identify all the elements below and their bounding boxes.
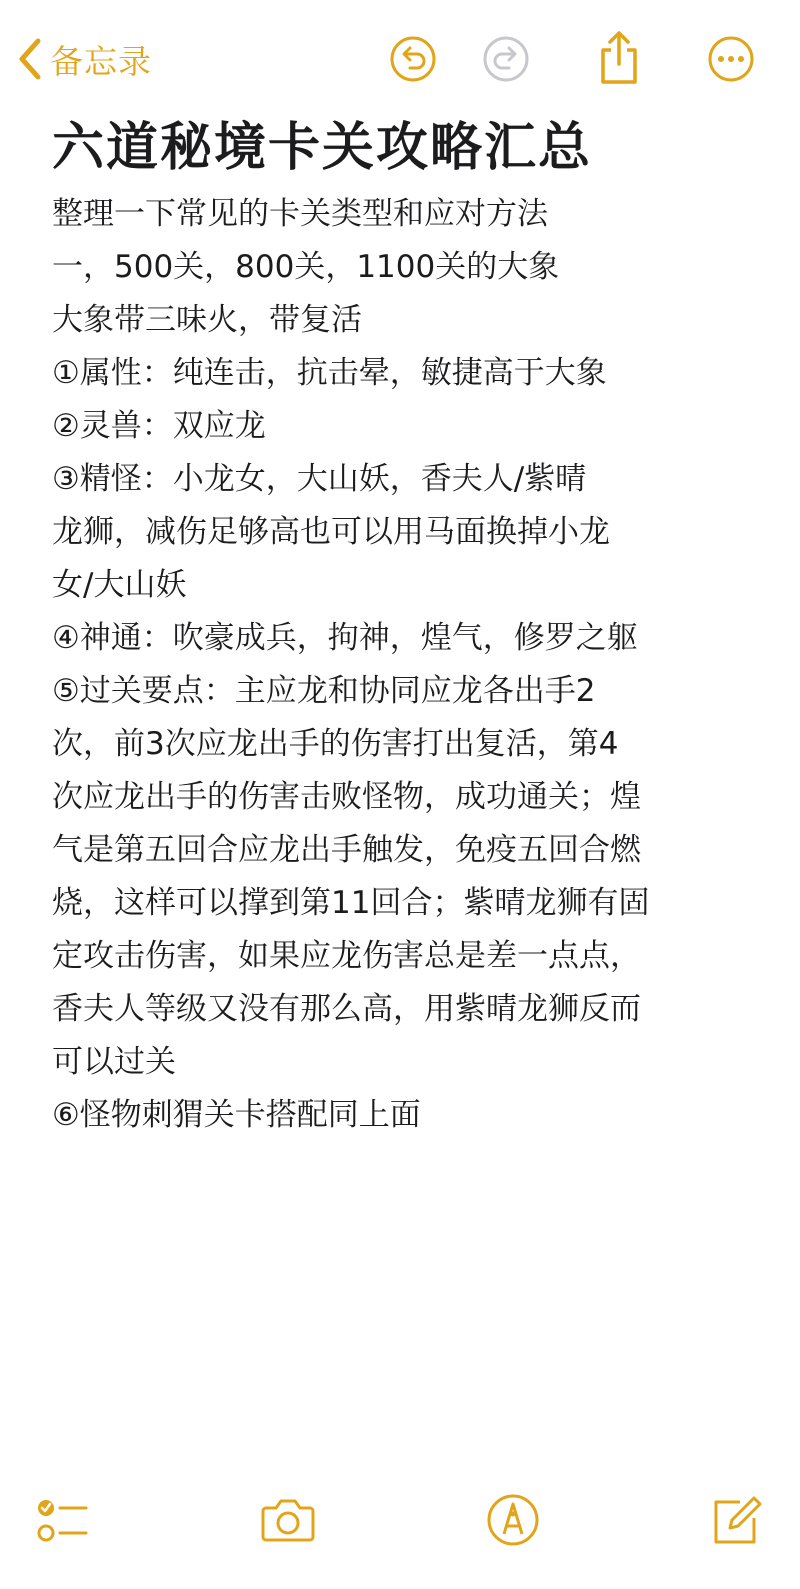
undo-button[interactable]	[388, 34, 438, 84]
note-line: 龙狮，减伤足够高也可以用马面换掉小龙	[52, 514, 610, 550]
checklist-icon	[30, 1490, 90, 1550]
redo-icon	[481, 34, 531, 84]
share-icon	[594, 30, 644, 86]
compose-icon	[706, 1490, 766, 1550]
checklist-button[interactable]	[30, 1490, 90, 1550]
ellipsis-icon	[706, 34, 756, 84]
note-line: ①属性：纯连击，抗击晕，敏捷高于大象	[52, 355, 607, 391]
note-title: 六道秘境卡关攻略汇总	[52, 118, 593, 178]
back-button[interactable]	[14, 34, 152, 84]
note-line: 整理一下常见的卡关类型和应对方法	[52, 196, 548, 232]
camera-icon	[258, 1490, 318, 1550]
more-button[interactable]	[706, 34, 756, 84]
note-line: ⑤过关要点：主应龙和协同应龙各出手2	[52, 673, 596, 709]
note-line: 烧，这样可以撑到第11回合；紫晴龙狮有固	[52, 885, 650, 921]
note-line: 大象带三味火，带复活	[52, 302, 362, 338]
note-line: 定攻击伤害，如果应龙伤害总是差一点点，	[52, 938, 641, 974]
note-line: 次应龙出手的伤害击败怪物，成功通关；煌	[52, 779, 641, 815]
navigation-bar	[0, 0, 800, 120]
camera-button[interactable]	[258, 1490, 318, 1550]
note-body[interactable]	[52, 108, 752, 1142]
chevron-left-icon	[14, 37, 44, 81]
note-line: 可以过关	[52, 1044, 176, 1080]
note-line: ⑥怪物刺猬关卡搭配同上面	[52, 1097, 421, 1133]
note-line: 香夫人等级又没有那么高，用紫晴龙狮反而	[52, 991, 641, 1027]
note-line: ③精怪：小龙女，大山妖，香夫人/紫晴	[52, 461, 587, 497]
undo-icon	[388, 34, 438, 84]
note-line: 一，500关，800关，1100关的大象	[52, 249, 560, 285]
share-button[interactable]	[594, 30, 644, 86]
markup-pen-icon	[483, 1490, 543, 1550]
note-line: ②灵兽：双应龙	[52, 408, 266, 444]
redo-button[interactable]	[481, 34, 531, 84]
compose-button[interactable]	[706, 1490, 766, 1550]
note-line: 女/大山妖	[52, 567, 187, 603]
note-line: ④神通：吹豪成兵，拘神，煌气，修罗之躯	[52, 620, 638, 656]
note-line: 次，前3次应龙出手的伤害打出复活，第4	[52, 726, 619, 762]
note-line: 气是第五回合应龙出手触发，免疫五回合燃	[52, 832, 641, 868]
bottom-toolbar	[0, 1480, 800, 1560]
markup-button[interactable]	[483, 1490, 543, 1550]
back-label: 备忘录	[50, 41, 152, 81]
